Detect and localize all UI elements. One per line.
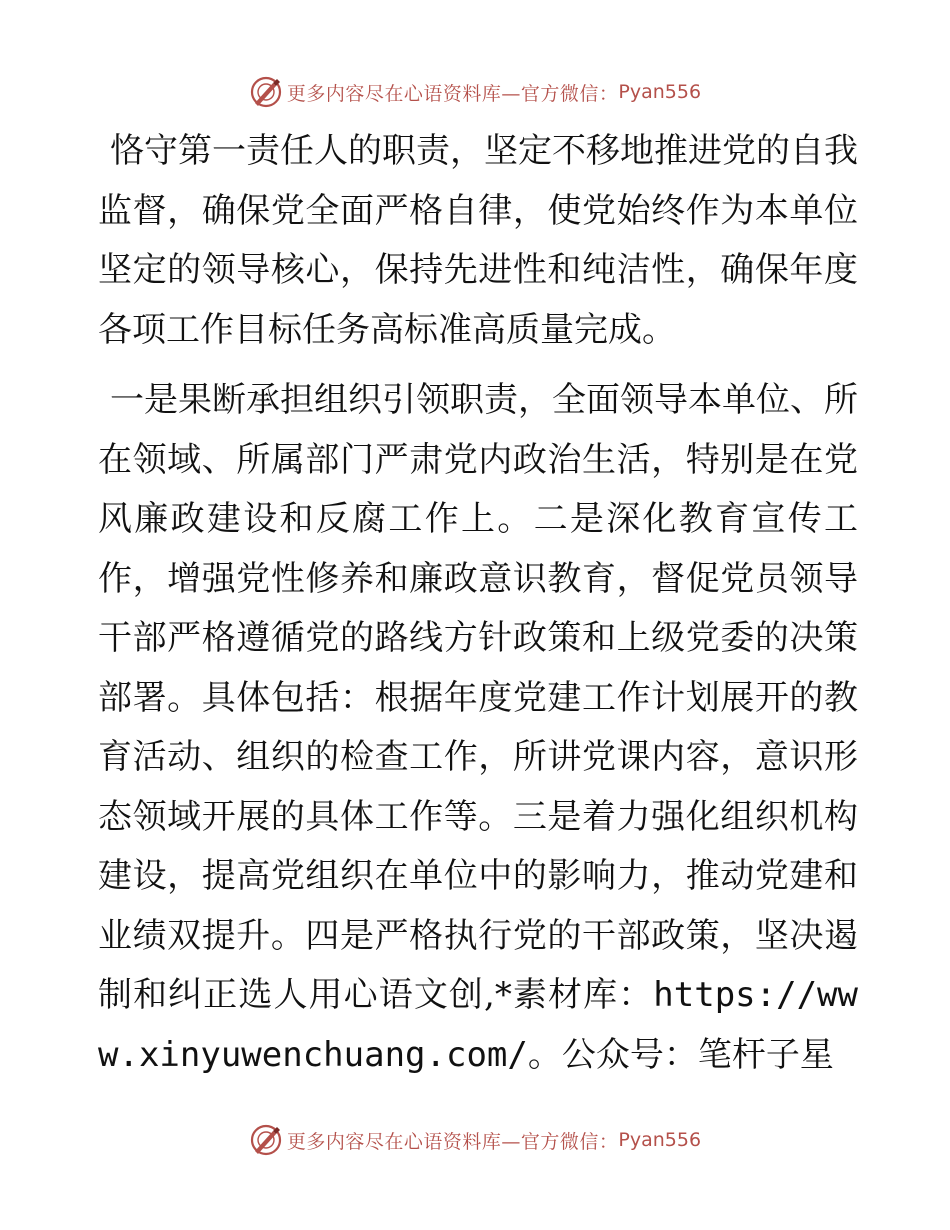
- header-banner: [0, 72, 950, 112]
- pen-logo-icon: [249, 1123, 283, 1157]
- paragraph-2-text: 一是果断承担组织引领职责，全面领导本单位、所在领域、所属部门严肃党内政治生活，特别是在党风廉政建设和反腐工作上。二是深化教育宣传工作，增强党性修养和廉政意识教育，督促党员领导干部严格遵循党的路线方针政策和上级党委的决策部署。具体包括：根据年度党建工作计划展开的教育活动、组织的检查工作，所讲党课内容，意识形态领域开展的具体工作等。三是着力强化组织机构建设，提高党组织在单位中的影响力，推动党建和业绩双提升。四是严格执行党的干部政策，坚决遏制和纠正选人用心语文创,*素材库：: [98, 380, 858, 1015]
- header-wechat-id: Pyan556: [618, 81, 702, 103]
- pen-logo-icon: [249, 75, 283, 109]
- paragraph-1: 恪守第一责任人的职责，坚定不移地推进党的自我监督，确保党全面严格自律，使党始终作为本单位坚定的领导核心，保持先进性和纯洁性，确保年度各项工作目标任务高标准高质量完成。: [98, 131, 858, 350]
- footer-banner-text: 更多内容尽在心语资料库—官方微信：: [286, 1130, 619, 1153]
- paragraph-2: [98, 371, 858, 1085]
- header-banner-text: 更多内容尽在心语资料库—官方微信：: [286, 82, 619, 105]
- document-body: [98, 122, 858, 1085]
- paragraph-2-url: https://www.xinyuwenchuang.com/: [98, 975, 858, 1075]
- footer-banner: [0, 1120, 950, 1160]
- paragraph-2-tail: 。公众号：笔杆子星: [527, 1034, 834, 1075]
- footer-wechat-id: Pyan556: [618, 1129, 702, 1151]
